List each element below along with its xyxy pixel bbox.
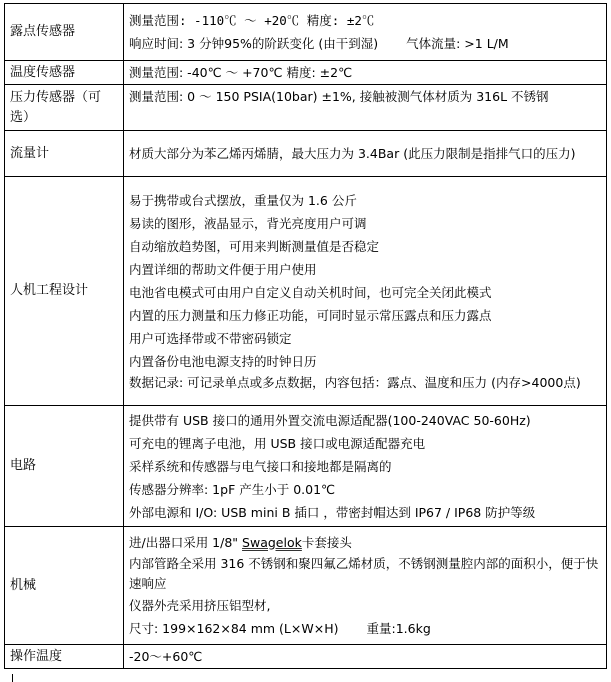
brand-name: Swagelok [242, 535, 302, 550]
spec-text: 进/出器口采用 1/8" [129, 535, 239, 550]
spec-line: 内部管路全采用 316 不锈钢和聚四氟乙烯材质，不锈钢测量腔内部的面积小，便于快速响应 [129, 556, 599, 591]
table-row [5, 85, 607, 131]
row-label: 电路 [5, 406, 124, 527]
spec-line: 仪器外壳采用挤压铝型材, [129, 598, 271, 613]
spec-line: 可充电的锂离子电池，用 USB 接口或电源适配器充电 [129, 435, 426, 451]
table-row [5, 61, 607, 85]
spec-text: 卡套接头 [301, 535, 352, 550]
spec-line: 内置的压力测量和压力修正功能，可同时显示常压露点和压力露点 [129, 308, 492, 323]
spec-line: -20～+60℃ [129, 649, 203, 664]
spec-text: 尺寸: 199×162×84 mm (L×W×H) [129, 621, 339, 636]
spec-line: 材质大部分为苯乙烯丙烯腈，最大压力为 3.4Bar (此压力限制是指排气口的压力) [129, 145, 576, 161]
spec-line: 内置详细的帮助文件便于用户使用 [129, 262, 317, 277]
spec-line: 测量范围: 0 ～ 150 PSIA(10bar) ±1%, 接触被测气体材质为 316L 不锈钢 [129, 89, 549, 104]
spec-line: 提供带有 USB 接口的通用外置交流电源适配器(100-240VAC 50-60Hz) [129, 412, 531, 428]
spec-table [4, 3, 607, 669]
spec-text: 重量:1.6kg [366, 621, 431, 636]
row-content [124, 4, 607, 61]
row-label: 流量计 [5, 131, 124, 177]
spec-line: 采样系统和传感器与电气接口和接地都是隔离的 [129, 458, 392, 474]
spec-text: 响应时间: 3 分钟95%的阶跃变化 (由干到湿) [129, 36, 379, 51]
spec-line: 传感器分辨率: 1pF 产生小于 0.01℃ [129, 481, 336, 497]
row-label: 人机工程设计 [5, 177, 124, 406]
spec-text: 气体流量: >1 L/M [406, 36, 509, 51]
spec-line: 用户可选择带或不带密码锁定 [129, 331, 292, 346]
spec-line: 自动缩放趋势图，可用来判断测量值是否稳定 [129, 239, 380, 254]
spec-line: 测量范围: -110℃ ～ +20℃ 精度: ±2℃ [129, 13, 375, 28]
row-content [124, 61, 607, 85]
row-content [124, 406, 607, 527]
spec-line [129, 617, 601, 640]
spec-line: 测量范围: -40℃ ～ +70℃ 精度: ±2℃ [129, 65, 353, 80]
row-label: 压力传感器（可选） [5, 85, 124, 131]
table-row [5, 131, 607, 177]
row-content [124, 85, 607, 131]
spec-line [129, 32, 601, 55]
row-label: 露点传感器 [5, 4, 124, 61]
spec-line: 数据记录: 可记录单点或多点数据，内容包括：露点、温度和压力 (内存>4000点) [129, 375, 581, 390]
row-label: 机械 [5, 527, 124, 645]
table-row [5, 645, 607, 669]
text-cursor-mark [12, 674, 13, 682]
spec-line [129, 531, 601, 554]
table-row [5, 177, 607, 406]
row-label: 操作温度 [5, 645, 124, 669]
spec-line: 易于携带或台式摆放，重量仅为 1.6 公斤 [129, 193, 357, 208]
table-row [5, 406, 607, 527]
spec-line: 内置备份电池电源支持的时钟日历 [129, 354, 317, 369]
row-content [124, 177, 607, 406]
row-content [124, 645, 607, 669]
spec-line: 电池省电模式可由用户自定义自动关机时间，也可完全关闭此模式 [129, 285, 492, 300]
row-content [124, 527, 607, 645]
spec-line: 外部电源和 I/O: USB mini B 插口 ，带密封帽达到 IP67 / IP68 防护等级 [129, 504, 536, 520]
spec-line: 易读的图形，液晶显示，背光亮度用户可调 [129, 216, 367, 231]
row-label: 温度传感器 [5, 61, 124, 85]
table-row [5, 4, 607, 61]
row-content [124, 131, 607, 177]
table-row [5, 527, 607, 645]
